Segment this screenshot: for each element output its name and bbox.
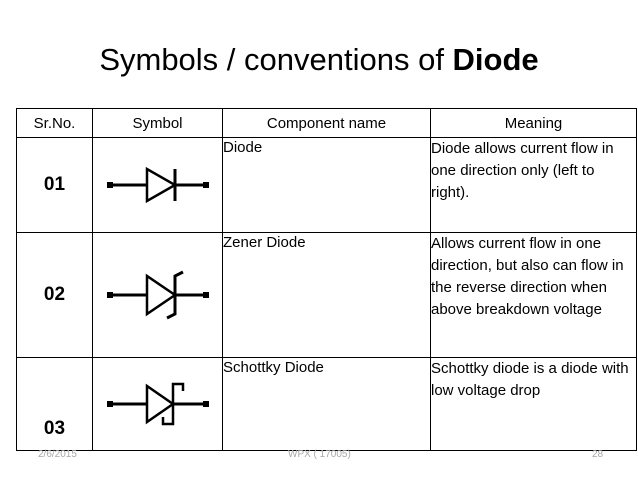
table-row bbox=[17, 233, 637, 358]
row-symbol bbox=[93, 233, 223, 358]
table-header-row bbox=[17, 109, 637, 138]
footer-center-text: WPX ( 17005) bbox=[288, 449, 351, 460]
page-title bbox=[0, 40, 638, 80]
row-component-name: Zener Diode bbox=[223, 233, 431, 358]
diode-symbols-table bbox=[16, 108, 637, 451]
row-sr-no: 01 bbox=[17, 138, 93, 233]
header-component-name: Component name bbox=[223, 109, 431, 138]
header-symbol: Symbol bbox=[93, 109, 223, 138]
table-row bbox=[17, 358, 637, 451]
row-symbol bbox=[93, 138, 223, 233]
row-sr-no: 02 bbox=[17, 233, 93, 358]
title-bold: Diode bbox=[452, 42, 539, 77]
row-meaning: Allows current flow in one direction, but also can flow in the reverse direction when above breakdown voltage bbox=[431, 233, 637, 358]
footer-page-number: 28 bbox=[592, 449, 604, 460]
diode-symbol-icon bbox=[103, 163, 213, 207]
row-sr-no: 03 bbox=[17, 358, 93, 451]
row-meaning: Diode allows current flow in one direction only (left to right). bbox=[431, 138, 637, 233]
row-component-name: Schottky Diode bbox=[223, 358, 431, 451]
row-component-name: Diode bbox=[223, 138, 431, 233]
zener-diode-symbol-icon bbox=[103, 266, 213, 324]
header-meaning: Meaning bbox=[431, 109, 637, 138]
title-prefix: Symbols / conventions of bbox=[99, 42, 453, 77]
table-row bbox=[17, 138, 637, 233]
row-meaning: Schottky diode is a diode with low voltage drop bbox=[431, 358, 637, 451]
row-symbol bbox=[93, 358, 223, 451]
header-sr-no: Sr.No. bbox=[17, 109, 93, 138]
footer-date: 2/6/2015 bbox=[38, 449, 77, 460]
schottky-diode-symbol-icon bbox=[103, 378, 213, 430]
